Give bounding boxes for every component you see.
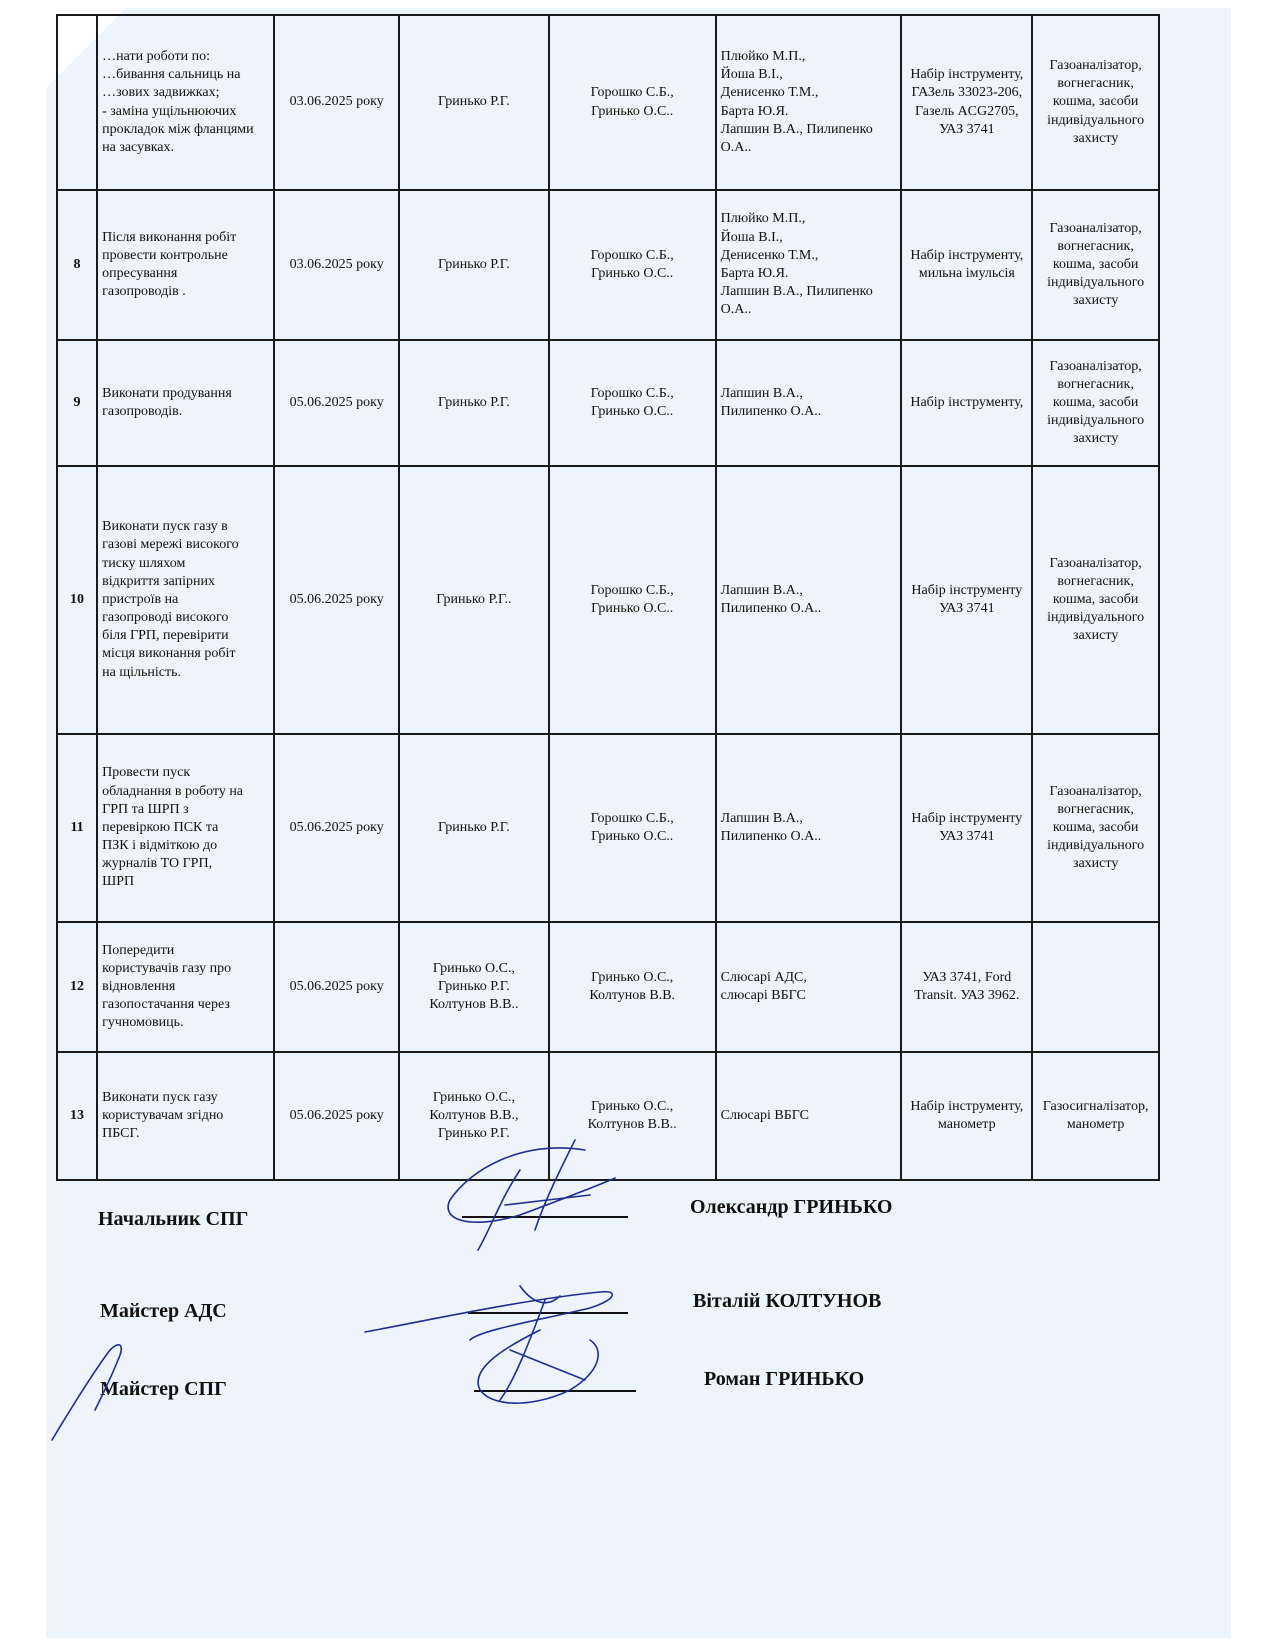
role-master-ads: Майстер АДС — [100, 1300, 227, 1322]
cell-supervisor: Гринько О.С., Колтунов В.В. — [549, 922, 716, 1052]
cell-date: 05.06.2025 року — [274, 734, 399, 922]
role-master-spg: Майстер СПГ — [100, 1378, 227, 1400]
table-row — [57, 340, 1159, 466]
cell-equipment: Набір інструменту, — [901, 340, 1032, 466]
cell-equipment: Набір інструменту УАЗ 3741 — [901, 734, 1032, 922]
cell-action: Після виконання робіт провести контрольне опресування газопроводів . — [97, 190, 274, 340]
cell-num: 12 — [57, 922, 97, 1052]
cell-responsible: Гринько Р.Г. — [399, 734, 549, 922]
cell-supervisor: Горошко С.Б., Гринько О.С.. — [549, 340, 716, 466]
cell-date: 03.06.2025 року — [274, 190, 399, 340]
table-row — [57, 734, 1159, 922]
cell-equipment: Набір інструменту, манометр — [901, 1052, 1032, 1180]
cell-safety: Газоаналізатор, вогнегасник, кошма, засоби індивідуального захисту — [1032, 734, 1159, 922]
work-plan-table — [56, 14, 1160, 1181]
cell-equipment: Набір інструменту, мильна імульсія — [901, 190, 1032, 340]
cell-date: 05.06.2025 року — [274, 1052, 399, 1180]
cell-supervisor: Горошко С.Б., Гринько О.С.. — [549, 190, 716, 340]
cell-supervisor: Горошко С.Б., Гринько О.С.. — [549, 15, 716, 190]
table-row — [57, 466, 1159, 734]
cell-supervisor: Гринько О.С., Колтунов В.В.. — [549, 1052, 716, 1180]
cell-date: 03.06.2025 року — [274, 15, 399, 190]
name-master-spg: Роман ГРИНЬКО — [704, 1368, 865, 1390]
cell-supervisor: Горошко С.Б., Гринько О.С.. — [549, 466, 716, 734]
cell-equipment: УАЗ 3741, Ford Transit. УАЗ 3962. — [901, 922, 1032, 1052]
cell-action: Виконати продування газопроводів. — [97, 340, 274, 466]
table-row — [57, 15, 1159, 190]
cell-responsible: Гринько Р.Г. — [399, 190, 549, 340]
cell-supervisor: Горошко С.Б., Гринько О.С.. — [549, 734, 716, 922]
cell-date: 05.06.2025 року — [274, 466, 399, 734]
cell-responsible: Гринько Р.Г. — [399, 15, 549, 190]
cell-executors: Лапшин В.А., Пилипенко О.А.. — [716, 466, 902, 734]
cell-responsible: Гринько Р.Г. — [399, 340, 549, 466]
cell-responsible: Гринько Р.Г.. — [399, 466, 549, 734]
table-row — [57, 922, 1159, 1052]
cell-num: 10 — [57, 466, 97, 734]
cell-safety — [1032, 922, 1159, 1052]
cell-action: Виконати пуск газу користувачам згідно ПБСГ. — [97, 1052, 274, 1180]
cell-safety: Газоаналізатор, вогнегасник, кошма, засоби індивідуального захисту — [1032, 466, 1159, 734]
table-row — [57, 1052, 1159, 1180]
cell-executors: Лапшин В.А., Пилипенко О.А.. — [716, 734, 902, 922]
cell-responsible: Гринько О.С., Колтунов В.В., Гринько Р.Г. — [399, 1052, 549, 1180]
cell-num: 8 — [57, 190, 97, 340]
cell-executors: Лапшин В.А., Пилипенко О.А.. — [716, 340, 902, 466]
cell-responsible: Гринько О.С., Гринько Р.Г. Колтунов В.В.. — [399, 922, 549, 1052]
cell-num: 9 — [57, 340, 97, 466]
cell-action: Провести пуск обладнання в роботу на ГРП та ШРП з перевіркою ПСК та ПЗК і відміткою до журналів ТО ГРП, ШРП — [97, 734, 274, 922]
cell-equipment: Набір інструменту, ГАЗель 33023-206, Газель ACG2705, УАЗ 3741 — [901, 15, 1032, 190]
cell-safety: Газоаналізатор, вогнегасник, кошма, засоби індивідуального захисту — [1032, 15, 1159, 190]
cell-executors: Плюйко М.П., Йоша В.І., Денисенко Т.М., Барта Ю.Я. Лапшин В.А., Пилипенко О.А.. — [716, 15, 902, 190]
cell-action: Попередити користувачів газу про відновлення газопостачання через гучномовиць. — [97, 922, 274, 1052]
cell-safety: Газосигналізатор, манометр — [1032, 1052, 1159, 1180]
cell-num: 13 — [57, 1052, 97, 1180]
name-master-ads: Віталій КОЛТУНОВ — [693, 1290, 882, 1312]
cell-num: 11 — [57, 734, 97, 922]
table-row — [57, 190, 1159, 340]
cell-equipment: Набір інструменту УАЗ 3741 — [901, 466, 1032, 734]
cell-executors: Плюйко М.П., Йоша В.І., Денисенко Т.М., Барта Ю.Я. Лапшин В.А., Пилипенко О.А.. — [716, 190, 902, 340]
cell-safety: Газоаналізатор, вогнегасник, кошма, засоби індивідуального захисту — [1032, 190, 1159, 340]
cell-date: 05.06.2025 року — [274, 340, 399, 466]
role-head-spg: Начальник СПГ — [98, 1208, 249, 1230]
cell-executors: Слюсарі ВБГС — [716, 1052, 902, 1180]
cell-date: 05.06.2025 року — [274, 922, 399, 1052]
cell-action: …нати роботи по: …бивання сальниць на …зових задвижках; - заміна ущільнюючих прокладок між фланцями на засувках. — [97, 15, 274, 190]
cell-action: Виконати пуск газу в газові мережі високого тиску шляхом відкриття запірних пристроїв на газопроводі високого біля ГРП, перевірити місця виконання робіт на щільність. — [97, 466, 274, 734]
cell-executors: Слюсарі АДС, слюсарі ВБГС — [716, 922, 902, 1052]
cell-safety: Газоаналізатор, вогнегасник, кошма, засоби індивідуального захисту — [1032, 340, 1159, 466]
cell-num — [57, 15, 97, 190]
name-head-spg: Олександр ГРИНЬКО — [690, 1196, 893, 1218]
